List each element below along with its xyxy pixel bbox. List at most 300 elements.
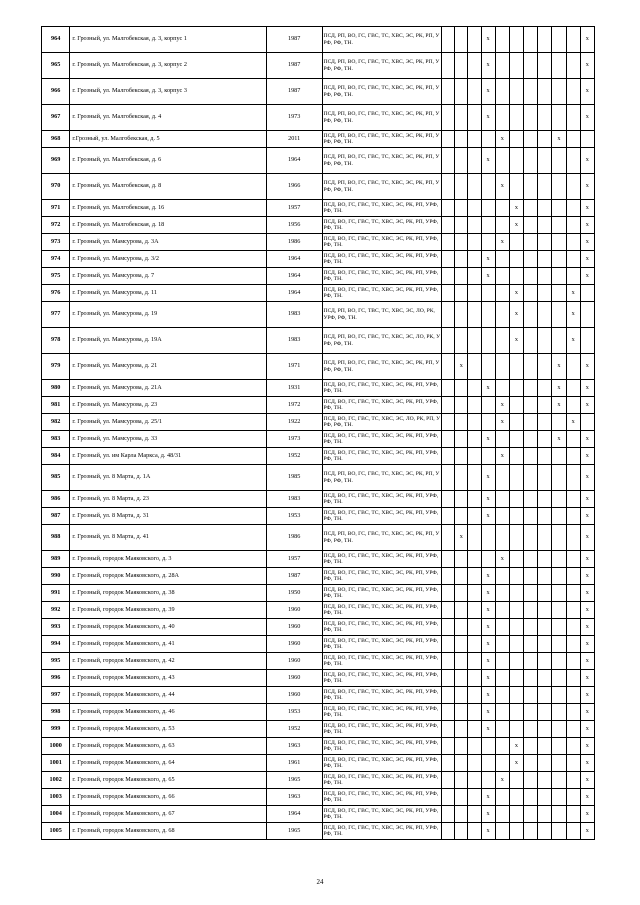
mark-cell bbox=[495, 619, 509, 636]
mark-cell: x bbox=[495, 131, 509, 148]
mark-cell: x bbox=[455, 525, 468, 551]
mark-cell bbox=[455, 431, 468, 448]
mark-cell bbox=[455, 755, 468, 772]
mark-cell bbox=[566, 234, 580, 251]
address-cell: г. Грозный, ул. 8 Марта, д. 31 bbox=[70, 508, 266, 525]
mark-cell bbox=[524, 465, 538, 491]
mark-cell bbox=[552, 525, 566, 551]
mark-cell bbox=[481, 755, 495, 772]
year-cell: 1965 bbox=[266, 772, 322, 789]
mark-cell: x bbox=[495, 772, 509, 789]
mark-cell bbox=[442, 602, 455, 619]
systems-cell: ПСД, ВО, ГС, ГВС, ТС, ХВС, ЭС, РК, РП, УРФ, РФ, ТН. bbox=[322, 602, 442, 619]
mark-cell bbox=[481, 217, 495, 234]
mark-cell bbox=[566, 619, 580, 636]
mark-cell bbox=[538, 465, 552, 491]
mark-cell bbox=[538, 302, 552, 328]
mark-cell bbox=[455, 806, 468, 823]
row-number: 997 bbox=[42, 687, 70, 704]
mark-cell: x bbox=[580, 234, 594, 251]
mark-cell bbox=[468, 687, 481, 704]
mark-cell: x bbox=[580, 568, 594, 585]
row-number: 972 bbox=[42, 217, 70, 234]
mark-cell bbox=[481, 354, 495, 380]
mark-cell bbox=[524, 302, 538, 328]
mark-cell bbox=[495, 670, 509, 687]
address-cell: г. Грозный, городок Маяковского, д. 42 bbox=[70, 653, 266, 670]
row-number: 968 bbox=[42, 131, 70, 148]
mark-cell bbox=[552, 234, 566, 251]
mark-cell bbox=[509, 525, 523, 551]
address-cell: г. Грозный, ул. Мамсурова, д. 23 bbox=[70, 397, 266, 414]
mark-cell bbox=[509, 354, 523, 380]
mark-cell bbox=[538, 772, 552, 789]
address-cell: г. Грозный, ул. 8 Марта, д. 41 bbox=[70, 525, 266, 551]
mark-cell bbox=[566, 431, 580, 448]
table-row bbox=[42, 508, 595, 525]
mark-cell bbox=[442, 268, 455, 285]
mark-cell bbox=[552, 105, 566, 131]
mark-cell bbox=[468, 53, 481, 79]
mark-cell bbox=[455, 79, 468, 105]
mark-cell bbox=[552, 53, 566, 79]
mark-cell bbox=[509, 636, 523, 653]
table-row bbox=[42, 602, 595, 619]
mark-cell bbox=[495, 636, 509, 653]
mark-cell bbox=[495, 431, 509, 448]
mark-cell bbox=[524, 755, 538, 772]
table-row bbox=[42, 704, 595, 721]
mark-cell bbox=[468, 148, 481, 174]
mark-cell: x bbox=[580, 251, 594, 268]
row-number: 988 bbox=[42, 525, 70, 551]
mark-cell: x bbox=[580, 354, 594, 380]
mark-cell bbox=[468, 806, 481, 823]
mark-cell bbox=[566, 53, 580, 79]
table-row bbox=[42, 585, 595, 602]
row-number: 986 bbox=[42, 491, 70, 508]
mark-cell bbox=[442, 251, 455, 268]
mark-cell: x bbox=[481, 619, 495, 636]
mark-cell bbox=[538, 653, 552, 670]
year-cell: 1961 bbox=[266, 755, 322, 772]
mark-cell bbox=[442, 354, 455, 380]
table-row bbox=[42, 354, 595, 380]
mark-cell bbox=[538, 755, 552, 772]
year-cell: 1965 bbox=[266, 823, 322, 840]
mark-cell bbox=[552, 789, 566, 806]
mark-cell bbox=[566, 380, 580, 397]
table-row bbox=[42, 738, 595, 755]
systems-cell: ПСД, ВО, ГС, ГВС, ТС, ХВС, ЭС, РК, РП, УРФ, РФ, ТН. bbox=[322, 789, 442, 806]
row-number: 992 bbox=[42, 602, 70, 619]
mark-cell bbox=[552, 174, 566, 200]
systems-cell: ПСД, ВО, ГС, ГВС, ТС, ХВС, ЭС, РК, РП, УРФ, РФ, ТН. bbox=[322, 653, 442, 670]
mark-cell bbox=[538, 491, 552, 508]
mark-cell bbox=[538, 806, 552, 823]
mark-cell bbox=[538, 174, 552, 200]
mark-cell bbox=[468, 174, 481, 200]
mark-cell bbox=[468, 491, 481, 508]
mark-cell: x bbox=[481, 508, 495, 525]
mark-cell bbox=[455, 302, 468, 328]
year-cell: 1983 bbox=[266, 328, 322, 354]
mark-cell bbox=[455, 251, 468, 268]
mark-cell: x bbox=[580, 53, 594, 79]
address-cell: г. Грозный, ул. 8 Марта, д. 1А bbox=[70, 465, 266, 491]
row-number: 970 bbox=[42, 174, 70, 200]
mark-cell bbox=[538, 551, 552, 568]
table-row bbox=[42, 551, 595, 568]
row-number: 977 bbox=[42, 302, 70, 328]
mark-cell bbox=[495, 568, 509, 585]
mark-cell bbox=[442, 465, 455, 491]
table-row bbox=[42, 251, 595, 268]
systems-cell: ПСД, ВО, ГС, ГВС, ТС, ХВС, ЭС, РК, РП, УРФ, РФ, ТН. bbox=[322, 687, 442, 704]
row-number: 964 bbox=[42, 27, 70, 53]
mark-cell bbox=[538, 687, 552, 704]
mark-cell: x bbox=[566, 414, 580, 431]
mark-cell bbox=[468, 380, 481, 397]
mark-cell: x bbox=[580, 27, 594, 53]
row-number: 987 bbox=[42, 508, 70, 525]
mark-cell bbox=[566, 551, 580, 568]
mark-cell: x bbox=[481, 27, 495, 53]
mark-cell: x bbox=[481, 105, 495, 131]
mark-cell: x bbox=[481, 602, 495, 619]
mark-cell: x bbox=[481, 251, 495, 268]
row-number: 971 bbox=[42, 200, 70, 217]
mark-cell bbox=[509, 619, 523, 636]
mark-cell bbox=[442, 508, 455, 525]
address-cell: г.Грозный, ул. Малгобекская, д. 5 bbox=[70, 131, 266, 148]
mark-cell bbox=[481, 174, 495, 200]
mark-cell bbox=[481, 772, 495, 789]
systems-cell: ПСД, РП, ВО, ГС, ГВС, ТС, ХВС, ЭС, РК, РП, УРФ, РФ, ТН. bbox=[322, 525, 442, 551]
mark-cell bbox=[566, 174, 580, 200]
mark-cell bbox=[455, 619, 468, 636]
table-row bbox=[42, 27, 595, 53]
mark-cell bbox=[468, 525, 481, 551]
mark-cell: x bbox=[495, 448, 509, 465]
mark-cell bbox=[468, 568, 481, 585]
address-cell: г. Грозный, городок Маяковского, д. 64 bbox=[70, 755, 266, 772]
mark-cell bbox=[552, 687, 566, 704]
mark-cell bbox=[442, 79, 455, 105]
mark-cell bbox=[468, 105, 481, 131]
year-cell: 1960 bbox=[266, 619, 322, 636]
mark-cell bbox=[495, 465, 509, 491]
year-cell: 1971 bbox=[266, 354, 322, 380]
address-cell: г. Грозный, городок Маяковского, д. 41 bbox=[70, 636, 266, 653]
row-number: 980 bbox=[42, 380, 70, 397]
mark-cell bbox=[442, 285, 455, 302]
mark-cell bbox=[552, 251, 566, 268]
row-number: 973 bbox=[42, 234, 70, 251]
table-row bbox=[42, 823, 595, 840]
year-cell: 1964 bbox=[266, 148, 322, 174]
row-number: 974 bbox=[42, 251, 70, 268]
mark-cell bbox=[524, 525, 538, 551]
mark-cell bbox=[580, 285, 594, 302]
year-cell: 1986 bbox=[266, 525, 322, 551]
mark-cell bbox=[524, 328, 538, 354]
table-row bbox=[42, 148, 595, 174]
systems-cell: ПСД, ВО, ГС, ГВС, ТС, ХВС, ЭС, РК, РП, УРФ, РФ, ТН. bbox=[322, 397, 442, 414]
systems-cell: ПСД, РП, ВО, ГС, ГВС, ТС, ХВС, ЭС, РК, РП, УРФ, РФ, ТН. bbox=[322, 131, 442, 148]
mark-cell: x bbox=[495, 414, 509, 431]
mark-cell bbox=[552, 721, 566, 738]
row-number: 991 bbox=[42, 585, 70, 602]
systems-cell: ПСД, ВО, ГС, ГВС, ТС, ХВС, ЭС, РК, РП, УРФ, РФ, ТН. bbox=[322, 200, 442, 217]
mark-cell bbox=[524, 772, 538, 789]
mark-cell bbox=[442, 636, 455, 653]
address-cell: г. Грозный, ул. Малгобекская, д. 6 bbox=[70, 148, 266, 174]
mark-cell bbox=[524, 551, 538, 568]
mark-cell bbox=[524, 131, 538, 148]
mark-cell: x bbox=[580, 465, 594, 491]
mark-cell bbox=[455, 105, 468, 131]
mark-cell bbox=[481, 200, 495, 217]
mark-cell: x bbox=[509, 328, 523, 354]
mark-cell bbox=[566, 704, 580, 721]
table-row bbox=[42, 789, 595, 806]
table-row bbox=[42, 806, 595, 823]
year-cell: 1963 bbox=[266, 738, 322, 755]
mark-cell bbox=[538, 568, 552, 585]
year-cell: 1953 bbox=[266, 704, 322, 721]
mark-cell bbox=[524, 251, 538, 268]
address-cell: г. Грозный, городок Маяковского, д. 28А bbox=[70, 568, 266, 585]
mark-cell bbox=[442, 704, 455, 721]
mark-cell bbox=[566, 789, 580, 806]
mark-cell bbox=[509, 670, 523, 687]
mark-cell: x bbox=[580, 380, 594, 397]
mark-cell: x bbox=[552, 354, 566, 380]
year-cell: 1985 bbox=[266, 465, 322, 491]
mark-cell bbox=[455, 131, 468, 148]
mark-cell bbox=[495, 755, 509, 772]
row-number: 1001 bbox=[42, 755, 70, 772]
mark-cell: x bbox=[580, 602, 594, 619]
mark-cell bbox=[468, 251, 481, 268]
mark-cell bbox=[552, 491, 566, 508]
mark-cell bbox=[455, 789, 468, 806]
table-row bbox=[42, 397, 595, 414]
table-row bbox=[42, 670, 595, 687]
year-cell: 1972 bbox=[266, 397, 322, 414]
mark-cell bbox=[566, 397, 580, 414]
mark-cell bbox=[524, 174, 538, 200]
systems-cell: ПСД, ВО, ГС, ГВС, ТС, ХВС, ЭС, ЛО, РК, РП, УРФ, РФ, ТН. bbox=[322, 414, 442, 431]
mark-cell bbox=[509, 704, 523, 721]
mark-cell: x bbox=[580, 200, 594, 217]
mark-cell bbox=[442, 806, 455, 823]
systems-cell: ПСД, ВО, ГС, ГВС, ТС, ХВС, ЭС, РК, РП, УРФ, РФ, ТН. bbox=[322, 380, 442, 397]
mark-cell bbox=[552, 465, 566, 491]
mark-cell bbox=[552, 328, 566, 354]
mark-cell bbox=[481, 448, 495, 465]
mark-cell bbox=[468, 721, 481, 738]
row-number: 966 bbox=[42, 79, 70, 105]
systems-cell: ПСД, РП, ВО, ГС, ГВС, ТС, ХВС, ЭС, РК, РП, УРФ, РФ, ТН. bbox=[322, 79, 442, 105]
mark-cell bbox=[566, 200, 580, 217]
mark-cell bbox=[552, 79, 566, 105]
mark-cell bbox=[455, 738, 468, 755]
mark-cell: x bbox=[552, 380, 566, 397]
row-number: 990 bbox=[42, 568, 70, 585]
mark-cell: x bbox=[580, 670, 594, 687]
mark-cell bbox=[455, 53, 468, 79]
row-number: 985 bbox=[42, 465, 70, 491]
mark-cell bbox=[509, 79, 523, 105]
housing-table bbox=[41, 26, 595, 840]
mark-cell bbox=[538, 619, 552, 636]
mark-cell: x bbox=[481, 806, 495, 823]
row-number: 1004 bbox=[42, 806, 70, 823]
mark-cell bbox=[495, 653, 509, 670]
mark-cell bbox=[468, 448, 481, 465]
mark-cell: x bbox=[495, 174, 509, 200]
table-row bbox=[42, 285, 595, 302]
address-cell: г. Грозный, городок Маяковского, д. 53 bbox=[70, 721, 266, 738]
address-cell: г. Грозный, городок Маяковского, д. 40 bbox=[70, 619, 266, 636]
mark-cell bbox=[442, 53, 455, 79]
table-row bbox=[42, 755, 595, 772]
address-cell: г. Грозный, городок Маяковского, д. 43 bbox=[70, 670, 266, 687]
mark-cell bbox=[524, 491, 538, 508]
mark-cell bbox=[442, 431, 455, 448]
mark-cell bbox=[442, 414, 455, 431]
mark-cell bbox=[495, 823, 509, 840]
mark-cell: x bbox=[509, 302, 523, 328]
mark-cell bbox=[455, 174, 468, 200]
mark-cell bbox=[524, 585, 538, 602]
mark-cell bbox=[468, 585, 481, 602]
year-cell: 1983 bbox=[266, 302, 322, 328]
mark-cell bbox=[509, 551, 523, 568]
systems-cell: ПСД, РП, ВО, ГС, ГВС, ТС, ХВС, ЭС, РК, РП, УРФ, РФ, ТН. bbox=[322, 27, 442, 53]
mark-cell bbox=[481, 234, 495, 251]
mark-cell bbox=[468, 234, 481, 251]
mark-cell bbox=[468, 636, 481, 653]
table-row bbox=[42, 234, 595, 251]
mark-cell: x bbox=[580, 738, 594, 755]
mark-cell bbox=[442, 200, 455, 217]
mark-cell bbox=[524, 619, 538, 636]
mark-cell bbox=[524, 354, 538, 380]
table-row bbox=[42, 431, 595, 448]
row-number: 983 bbox=[42, 431, 70, 448]
mark-cell: x bbox=[481, 380, 495, 397]
year-cell: 1957 bbox=[266, 200, 322, 217]
mark-cell: x bbox=[580, 636, 594, 653]
mark-cell bbox=[468, 465, 481, 491]
systems-cell: ПСД, ВО, ГС, ГВС, ТС, ХВС, ЭС, РК, РП, УРФ, РФ, ТН. bbox=[322, 636, 442, 653]
year-cell: 1986 bbox=[266, 234, 322, 251]
mark-cell bbox=[552, 302, 566, 328]
mark-cell bbox=[552, 448, 566, 465]
systems-cell: ПСД, ВО, ГС, ГВС, ТС, ХВС, ЭС, РК, РП, УРФ, РФ, ТН. bbox=[322, 448, 442, 465]
systems-cell: ПСД, РП, ВО, ГС, ГВС, ТС, ХВС, ЭС, РК, РП, УРФ, РФ, ТН. bbox=[322, 105, 442, 131]
mark-cell bbox=[524, 806, 538, 823]
address-cell: г. Грозный, городок Маяковского, д. 39 bbox=[70, 602, 266, 619]
mark-cell bbox=[495, 491, 509, 508]
mark-cell bbox=[455, 448, 468, 465]
mark-cell: x bbox=[481, 704, 495, 721]
table-row bbox=[42, 174, 595, 200]
mark-cell bbox=[509, 105, 523, 131]
address-cell: г. Грозный, городок Маяковского, д. 67 bbox=[70, 806, 266, 823]
mark-cell bbox=[481, 551, 495, 568]
mark-cell: x bbox=[481, 687, 495, 704]
mark-cell bbox=[468, 772, 481, 789]
mark-cell bbox=[566, 27, 580, 53]
mark-cell bbox=[566, 525, 580, 551]
mark-cell bbox=[455, 414, 468, 431]
mark-cell bbox=[524, 148, 538, 174]
mark-cell bbox=[566, 148, 580, 174]
mark-cell bbox=[495, 704, 509, 721]
mark-cell bbox=[566, 268, 580, 285]
mark-cell bbox=[524, 397, 538, 414]
mark-cell bbox=[468, 551, 481, 568]
mark-cell bbox=[468, 217, 481, 234]
row-number: 976 bbox=[42, 285, 70, 302]
mark-cell bbox=[442, 721, 455, 738]
mark-cell: x bbox=[481, 636, 495, 653]
row-number: 999 bbox=[42, 721, 70, 738]
mark-cell bbox=[509, 465, 523, 491]
mark-cell: x bbox=[580, 823, 594, 840]
row-number: 981 bbox=[42, 397, 70, 414]
systems-cell: ПСД, ВО, ГС, ГВС, ТС, ХВС, ЭС, РК, РП, УРФ, РФ, ТН. bbox=[322, 670, 442, 687]
mark-cell bbox=[566, 636, 580, 653]
year-cell: 1987 bbox=[266, 568, 322, 585]
systems-cell: ПСД, ВО, ГС, ГВС, ТС, ХВС, ЭС, РК, РП, УРФ, РФ, ТН. bbox=[322, 755, 442, 772]
mark-cell: x bbox=[481, 568, 495, 585]
mark-cell bbox=[495, 268, 509, 285]
mark-cell bbox=[580, 414, 594, 431]
mark-cell bbox=[495, 302, 509, 328]
mark-cell: x bbox=[495, 234, 509, 251]
mark-cell bbox=[566, 79, 580, 105]
mark-cell bbox=[442, 174, 455, 200]
mark-cell bbox=[455, 551, 468, 568]
mark-cell: x bbox=[580, 687, 594, 704]
mark-cell bbox=[455, 508, 468, 525]
mark-cell bbox=[566, 670, 580, 687]
mark-cell bbox=[495, 148, 509, 174]
mark-cell bbox=[552, 636, 566, 653]
mark-cell bbox=[538, 79, 552, 105]
mark-cell bbox=[495, 79, 509, 105]
row-number: 965 bbox=[42, 53, 70, 79]
mark-cell bbox=[524, 105, 538, 131]
mark-cell bbox=[524, 704, 538, 721]
mark-cell bbox=[538, 721, 552, 738]
row-number: 995 bbox=[42, 653, 70, 670]
table-row bbox=[42, 53, 595, 79]
mark-cell: x bbox=[481, 823, 495, 840]
mark-cell bbox=[442, 755, 455, 772]
address-cell: г. Грозный, ул. Мамсурова, д. 3А bbox=[70, 234, 266, 251]
mark-cell bbox=[442, 448, 455, 465]
table-row bbox=[42, 636, 595, 653]
mark-cell: x bbox=[580, 806, 594, 823]
mark-cell bbox=[538, 251, 552, 268]
year-cell: 1964 bbox=[266, 806, 322, 823]
